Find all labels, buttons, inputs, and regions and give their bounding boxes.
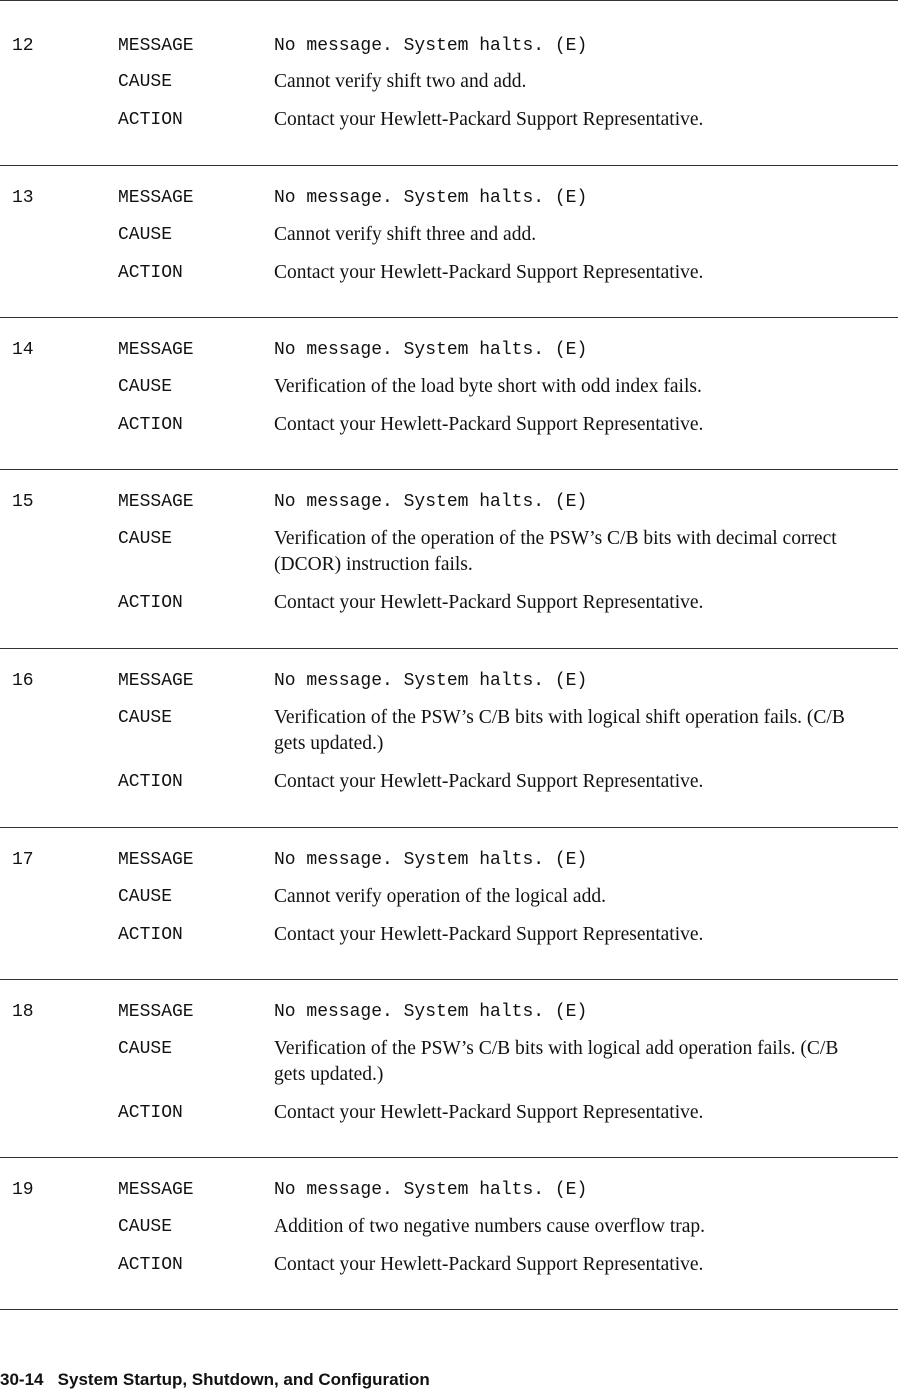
- cause-text: Cannot verify shift three and add.: [274, 224, 537, 245]
- cause-label: CAUSE: [118, 529, 173, 549]
- action-label: ACTION: [118, 110, 183, 130]
- action-text: Contact your Hewlett-Packard Support Representative.: [274, 1254, 704, 1275]
- entry-code: 14: [12, 340, 34, 360]
- entry-code: 16: [12, 671, 34, 691]
- cause-text: Verification of the PSW’s C/B bits with logical add operation fails. (C/B gets updated.): [274, 1038, 839, 1085]
- cause-text: Verification of the load byte short with odd index fails.: [274, 376, 702, 397]
- entry-15: [0, 470, 898, 649]
- message-text: No message. System halts. (E): [274, 36, 588, 56]
- entry-18: [0, 980, 898, 1158]
- entry-19: [0, 1158, 898, 1310]
- message-text: No message. System halts. (E): [274, 340, 588, 360]
- action-text: Contact your Hewlett-Packard Support Representative.: [274, 109, 704, 130]
- message-text: No message. System halts. (E): [274, 1180, 588, 1200]
- message-label: MESSAGE: [118, 850, 194, 870]
- cause-label: CAUSE: [118, 377, 173, 397]
- action-text: Contact your Hewlett-Packard Support Representative.: [274, 414, 704, 435]
- action-text: Contact your Hewlett-Packard Support Representative.: [274, 262, 704, 283]
- action-label: ACTION: [118, 772, 183, 792]
- cause-label: CAUSE: [118, 887, 173, 907]
- message-text: No message. System halts. (E): [274, 671, 588, 691]
- message-label: MESSAGE: [118, 340, 194, 360]
- entry-code: 12: [12, 36, 34, 56]
- cause-text: Cannot verify shift two and add.: [274, 71, 527, 92]
- entry-12: [0, 1, 898, 166]
- entry-code: 17: [12, 850, 34, 870]
- message-label: MESSAGE: [118, 1002, 194, 1022]
- entry-code: 18: [12, 1002, 34, 1022]
- page-number: 30-14: [0, 1370, 44, 1389]
- action-label: ACTION: [118, 593, 183, 613]
- action-text: Contact your Hewlett-Packard Support Representative.: [274, 924, 704, 945]
- cause-label: CAUSE: [118, 1039, 173, 1059]
- message-label: MESSAGE: [118, 671, 194, 691]
- cause-label: CAUSE: [118, 708, 173, 728]
- cause-text: Addition of two negative numbers cause overflow trap.: [274, 1216, 706, 1237]
- cause-text: Verification of the operation of the PSW’s C/B bits with decimal correct (DCOR) instruction fails.: [274, 528, 837, 575]
- action-label: ACTION: [118, 1255, 183, 1275]
- cause-label: CAUSE: [118, 1217, 173, 1237]
- entry-code: 19: [12, 1180, 34, 1200]
- entry-14: [0, 318, 898, 470]
- cause-text: Verification of the PSW’s C/B bits with logical shift operation fails. (C/B gets updated.): [274, 707, 845, 754]
- cause-label: CAUSE: [118, 72, 173, 92]
- message-label: MESSAGE: [118, 1180, 194, 1200]
- message-text: No message. System halts. (E): [274, 492, 588, 512]
- message-text: No message. System halts. (E): [274, 1002, 588, 1022]
- action-text: Contact your Hewlett-Packard Support Representative.: [274, 592, 704, 613]
- section-title: System Startup, Shutdown, and Configuration: [57, 1370, 430, 1389]
- action-text: Contact your Hewlett-Packard Support Representative.: [274, 771, 704, 792]
- action-label: ACTION: [118, 415, 183, 435]
- action-text: Contact your Hewlett-Packard Support Representative.: [274, 1102, 704, 1123]
- entry-code: 15: [12, 492, 34, 512]
- page-footer: [0, 1370, 430, 1390]
- entry-16: [0, 649, 898, 828]
- message-label: MESSAGE: [118, 36, 194, 56]
- action-label: ACTION: [118, 1103, 183, 1123]
- entry-13: [0, 166, 898, 318]
- action-label: ACTION: [118, 925, 183, 945]
- action-label: ACTION: [118, 263, 183, 283]
- entry-code: 13: [12, 188, 34, 208]
- cause-text: Cannot verify operation of the logical add.: [274, 886, 606, 907]
- message-label: MESSAGE: [118, 492, 194, 512]
- message-text: No message. System halts. (E): [274, 850, 588, 870]
- message-label: MESSAGE: [118, 188, 194, 208]
- message-text: No message. System halts. (E): [274, 188, 588, 208]
- entry-17: [0, 828, 898, 980]
- cause-label: CAUSE: [118, 225, 173, 245]
